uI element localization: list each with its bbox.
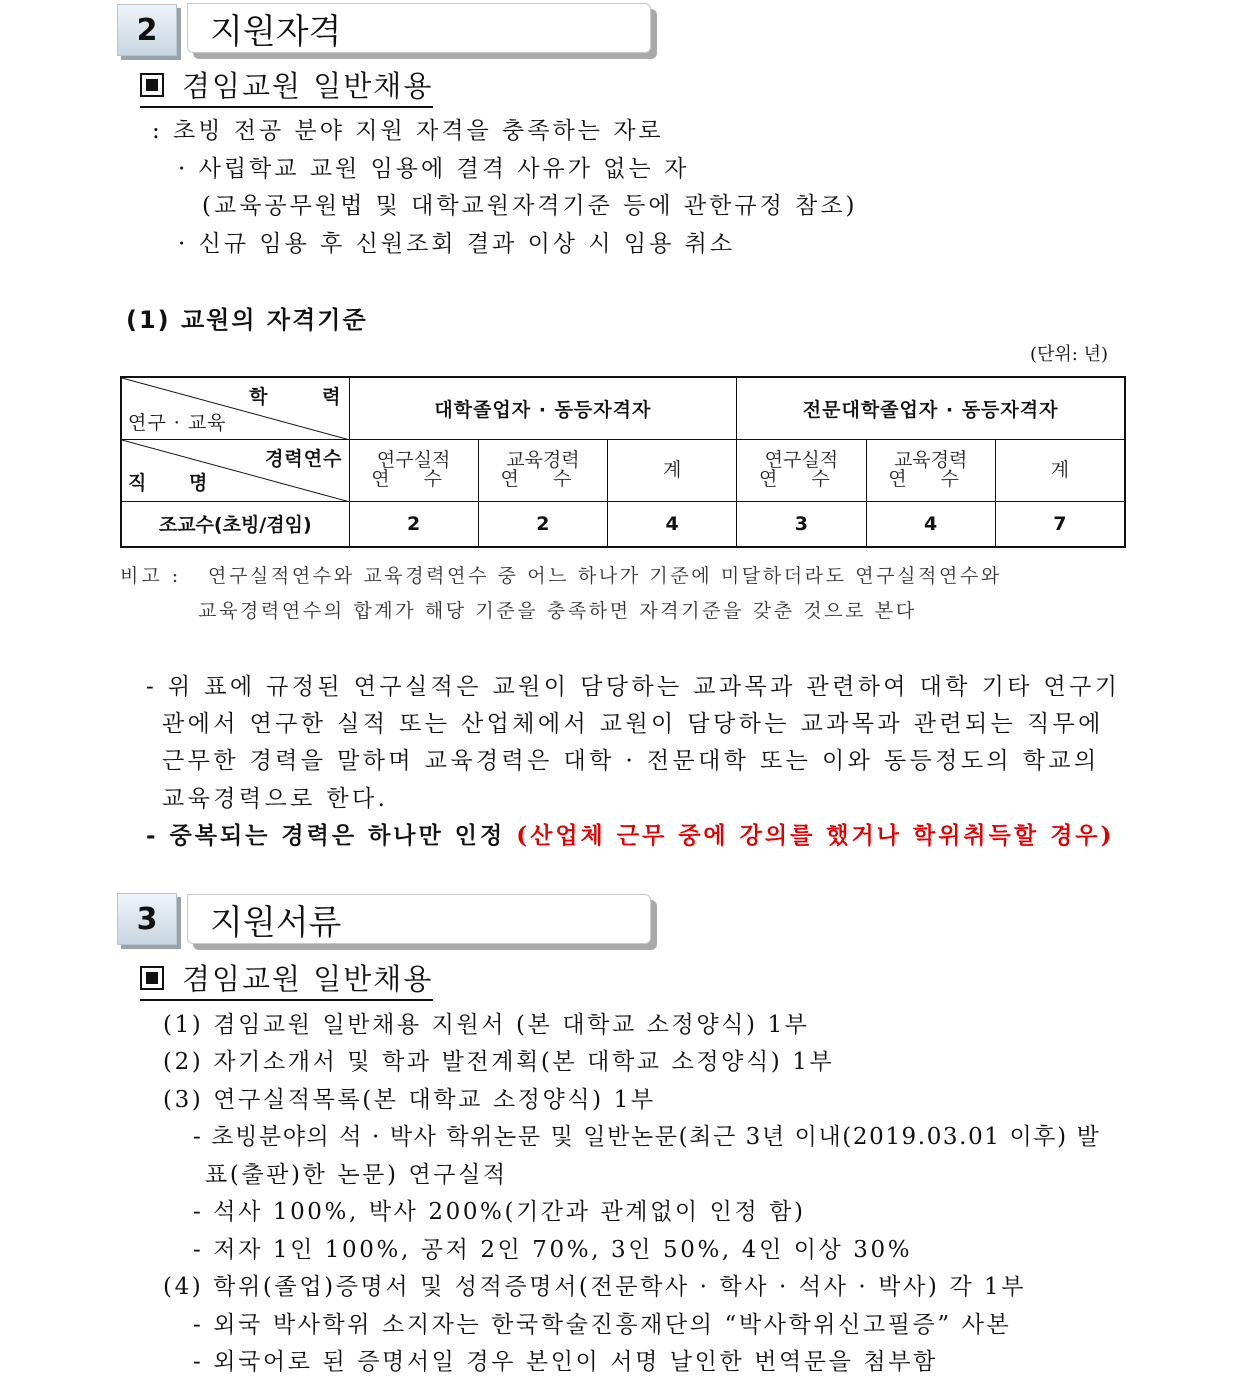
paragraph-line: 관에서 연구한 실적 또는 산업체에서 교원이 담당하는 교과목과 관련되는 직무에 bbox=[162, 711, 1104, 737]
paragraph-line: - 위 표에 규정된 연구실적은 교원이 담당하는 교과목과 관련하여 대학 기타 연구기 bbox=[146, 674, 1121, 700]
qualification-table bbox=[120, 376, 1126, 548]
document-subitem: 표(출판)한 논문) 연구실적 bbox=[205, 1162, 508, 1188]
sub-header bbox=[349, 439, 478, 501]
paragraph-line bbox=[146, 817, 1114, 850]
sub-heading-text: 겸임교원 일반채용 bbox=[182, 962, 434, 996]
sub-header-line: 연구실적 bbox=[764, 449, 839, 471]
sub-header-line: 교육경력 bbox=[893, 449, 968, 471]
document-item: (2) 자기소개서 및 학과 발전계획(본 대학교 소정양식) 1부 bbox=[163, 1049, 835, 1075]
sub-heading bbox=[140, 64, 433, 108]
section-title: 지원서류 bbox=[187, 894, 651, 944]
filled-square-icon bbox=[140, 73, 164, 97]
document-item: (3) 연구실적목록(본 대학교 소정양식) 1부 bbox=[163, 1087, 656, 1113]
filled-square-icon bbox=[140, 966, 164, 990]
highlight-text: (산업체 근무 중에 강의를 했거나 학위취득할 경우) bbox=[516, 822, 1115, 849]
sub-header bbox=[478, 439, 607, 501]
sub-header-line: 연 수 bbox=[759, 468, 844, 490]
document-item: (4) 학위(졸업)증명서 및 성적증명서(전문학사 · 학사 · 석사 · 박사) 각 1부 bbox=[163, 1274, 1027, 1300]
row-label: 조교수(초빙/겸임) bbox=[121, 501, 349, 547]
table-cell: 7 bbox=[995, 501, 1125, 547]
paragraph-line: 교육경력으로 한다. bbox=[162, 786, 389, 812]
qualification-line: : 초빙 전공 분야 지원 자격을 충족하는 자로 bbox=[152, 118, 664, 144]
table-cell: 2 bbox=[349, 501, 478, 547]
sub-header-line: 계 bbox=[662, 458, 682, 481]
corner-header-top bbox=[121, 377, 365, 439]
qualification-line: (교육공무원법 및 대학교원자격기준 등에 관한규정 참조) bbox=[202, 193, 858, 219]
sub-heading bbox=[140, 957, 433, 1001]
group-header: 전문대학졸업자 · 동등자격자 bbox=[737, 377, 1125, 439]
table-cell: 4 bbox=[608, 501, 737, 547]
document-subitem: - 외국어로 된 증명서일 경우 본인이 서명 날인한 번역문을 첨부함 bbox=[193, 1349, 938, 1375]
sub-header-line: 연 수 bbox=[371, 468, 457, 490]
group-header: 대학졸업자 · 동등자격자 bbox=[349, 377, 737, 439]
sub-header bbox=[737, 439, 866, 501]
sub-header-line: 계 bbox=[1050, 458, 1070, 481]
table-title: (1) 교원의 자격기준 bbox=[126, 306, 368, 334]
note-line: 교육경력연수의 합계가 해당 기준을 충족하면 자격기준을 갖춘 것으로 본다 bbox=[198, 600, 917, 622]
sub-header-line: 교육경력 bbox=[506, 449, 580, 471]
note-label: 비고 : bbox=[120, 565, 182, 587]
sub-header bbox=[608, 439, 737, 501]
sub-header-line: 연 수 bbox=[500, 468, 586, 490]
document-subitem: - 외국 박사학위 소지자는 한국학술진흥재단의 “박사학위신고필증” 사본 bbox=[193, 1312, 1012, 1338]
document-item: (1) 겸임교원 일반채용 지원서 (본 대학교 소정양식) 1부 bbox=[163, 1012, 810, 1038]
corner-label: 경력연수 bbox=[265, 447, 343, 470]
table-cell: 3 bbox=[737, 501, 866, 547]
sub-header bbox=[995, 439, 1125, 501]
corner-label: 학 력 bbox=[249, 386, 365, 408]
sub-header-line: 연 수 bbox=[888, 468, 974, 490]
section-number: 2 bbox=[117, 4, 177, 56]
corner-label: 직 명 bbox=[128, 471, 226, 494]
document-subitem: - 초빙분야의 석 · 박사 학위논문 및 일반논문(최근 3년 이내(2019.03.01 이후) 발 bbox=[193, 1124, 1101, 1150]
document-subitem: - 저자 1인 100%, 공저 2인 70%, 3인 50%, 4인 이상 30% bbox=[193, 1237, 913, 1263]
sub-header-line: 연구실적 bbox=[376, 449, 451, 471]
corner-header-bottom bbox=[121, 439, 349, 501]
corner-label: 연구 · 교육 bbox=[128, 411, 227, 434]
section-title: 지원자격 bbox=[187, 3, 651, 53]
unit-label: (단위: 년) bbox=[1030, 344, 1108, 365]
qualification-line: · 신규 임용 후 신원조회 결과 이상 시 임용 취소 bbox=[178, 231, 736, 257]
section-number: 3 bbox=[117, 893, 177, 945]
sub-heading-text: 겸임교원 일반채용 bbox=[182, 69, 434, 103]
paragraph-line: 근무한 경력을 말하며 교육경력은 대학 · 전문대학 또는 이와 동등정도의 학교의 bbox=[162, 748, 1100, 774]
document-subitem: - 석사 100%, 박사 200%(기간과 관계없이 인정 함) bbox=[193, 1199, 806, 1225]
note-line: 연구실적연수와 교육경력연수 중 어느 하나가 기준에 미달하더라도 연구실적연수와 bbox=[208, 565, 1002, 587]
sub-header bbox=[866, 439, 995, 501]
qualification-line: · 사립학교 교원 임용에 결격 사유가 없는 자 bbox=[178, 156, 690, 182]
table-cell: 4 bbox=[866, 501, 995, 547]
table-cell: 2 bbox=[478, 501, 607, 547]
bold-text: - 중복되는 경력은 하나만 인정 bbox=[146, 822, 506, 849]
